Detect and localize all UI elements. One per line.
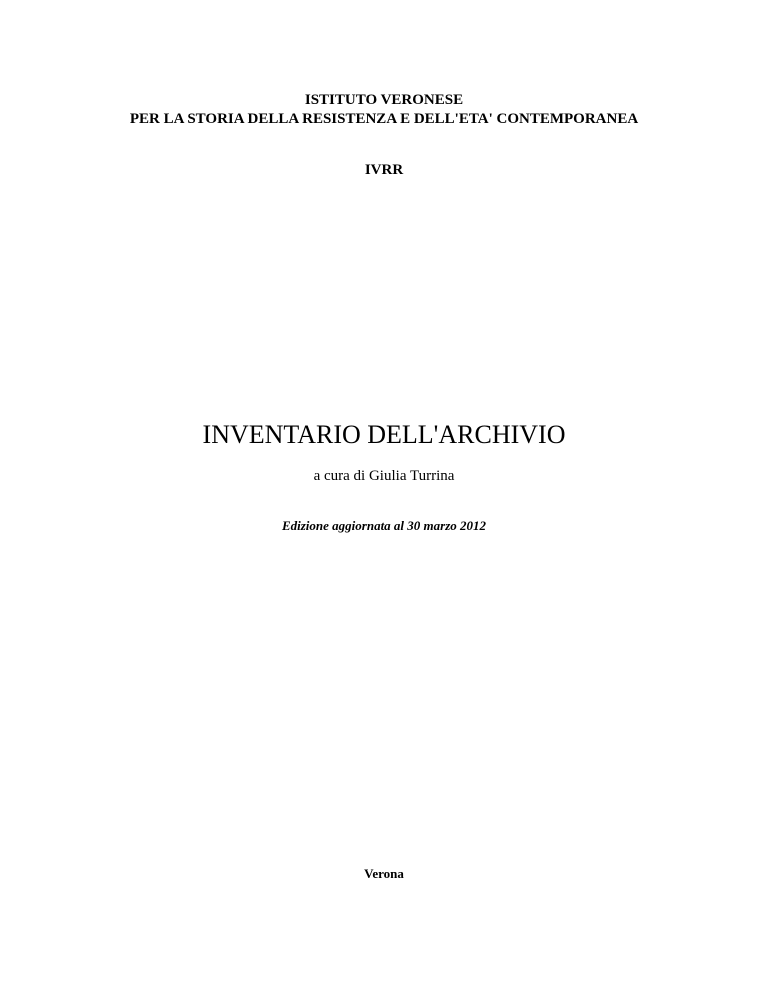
document-title: INVENTARIO DELL'ARCHIVIO <box>202 420 566 449</box>
publication-place: Verona <box>364 866 404 881</box>
institute-name-line-2: PER LA STORIA DELLA RESISTENZA E DELL'ETA' CONTEMPORANEA <box>129 111 639 127</box>
curator-credit: a cura di Giulia Turrina <box>313 468 455 484</box>
institute-name-line-1: ISTITUTO VERONESE <box>304 92 464 108</box>
institute-acronym: IVRR <box>364 162 404 178</box>
edition-note: Edizione aggiornata al 30 marzo 2012 <box>281 518 487 533</box>
